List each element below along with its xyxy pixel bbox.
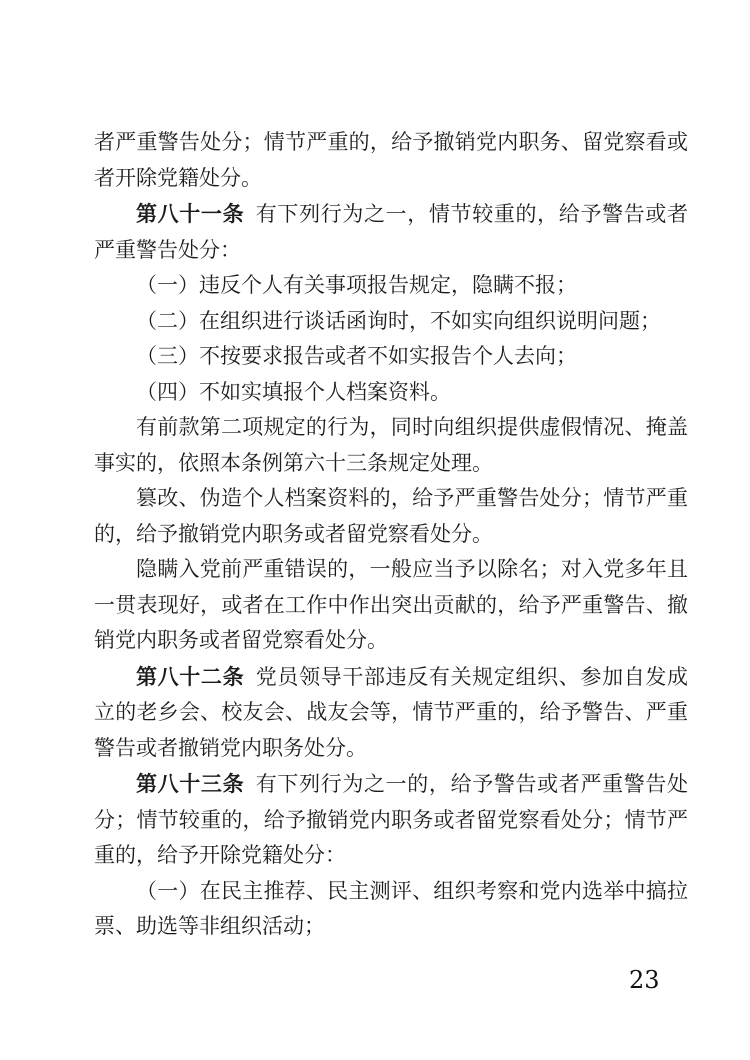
body-paragraph — [94, 410, 688, 481]
paragraph-text: （一）违反个人有关事项报告规定，隐瞒不报； — [136, 273, 577, 297]
page-number: 23 — [629, 966, 660, 994]
article-number: 第八十三条 — [136, 771, 245, 796]
paragraph-text: （二）在组织进行谈话函询时，不如实向组织说明问题； — [136, 308, 661, 333]
paragraph-text: 有下列行为之一，情节较重的，给予警告或者严重警告处分： — [94, 202, 689, 262]
paragraph-text: （三）不按要求报告或者不如实报告个人去向； — [136, 344, 577, 368]
article-paragraph — [94, 196, 688, 268]
paragraph-text: 者严重警告处分；情节严重的，给予撤销党内职务、留党察看或者开除党籍处分。 — [94, 130, 688, 190]
article-paragraph — [94, 659, 688, 767]
body-paragraph — [94, 552, 688, 659]
paragraph-text: （一）在民主推荐、民主测评、组织考察和党内选举中搞拉票、助选等非组织活动； — [94, 878, 688, 938]
body-paragraph — [94, 268, 688, 304]
paragraph-text: 隐瞒入党前严重错误的，一般应当予以除名；对入党多年且一贯表现好，或者在工作中作出突出贡献的，给予严重警告、撤销党内职务或者留党察看处分。 — [94, 557, 688, 652]
article-paragraph — [94, 766, 688, 874]
document-body — [94, 125, 688, 945]
paragraph-text: 有前款第二项规定的行为，同时向组织提供虚假情况、掩盖事实的，依照本条例第六十三条规定处理。 — [94, 415, 688, 475]
body-paragraph — [94, 874, 688, 945]
paragraph-text: 党员领导干部违反有关规定组织、参加自发成立的老乡会、校友会、战友会等，情节严重的，给予警告、严重警告或者撤销党内职务处分。 — [94, 664, 689, 760]
paragraph-text: 篡改、伪造个人档案资料的，给予严重警告处分；情节严重的，给予撤销党内职务或者留党察看处分。 — [94, 486, 688, 546]
body-paragraph — [94, 304, 688, 340]
body-paragraph — [94, 375, 688, 411]
body-paragraph — [94, 125, 688, 196]
article-number: 第八十二条 — [136, 663, 245, 689]
article-number: 第八十一条 — [136, 201, 245, 226]
body-paragraph — [94, 481, 688, 552]
paragraph-text: （四）不如实填报个人档案资料。 — [136, 379, 451, 404]
paragraph-text: 有下列行为之一的，给予警告或者严重警告处分；情节较重的，给予撤销党内职务或者留党察看处分；情节严重的，给予开除党籍处分： — [94, 772, 689, 867]
body-paragraph — [94, 339, 688, 375]
